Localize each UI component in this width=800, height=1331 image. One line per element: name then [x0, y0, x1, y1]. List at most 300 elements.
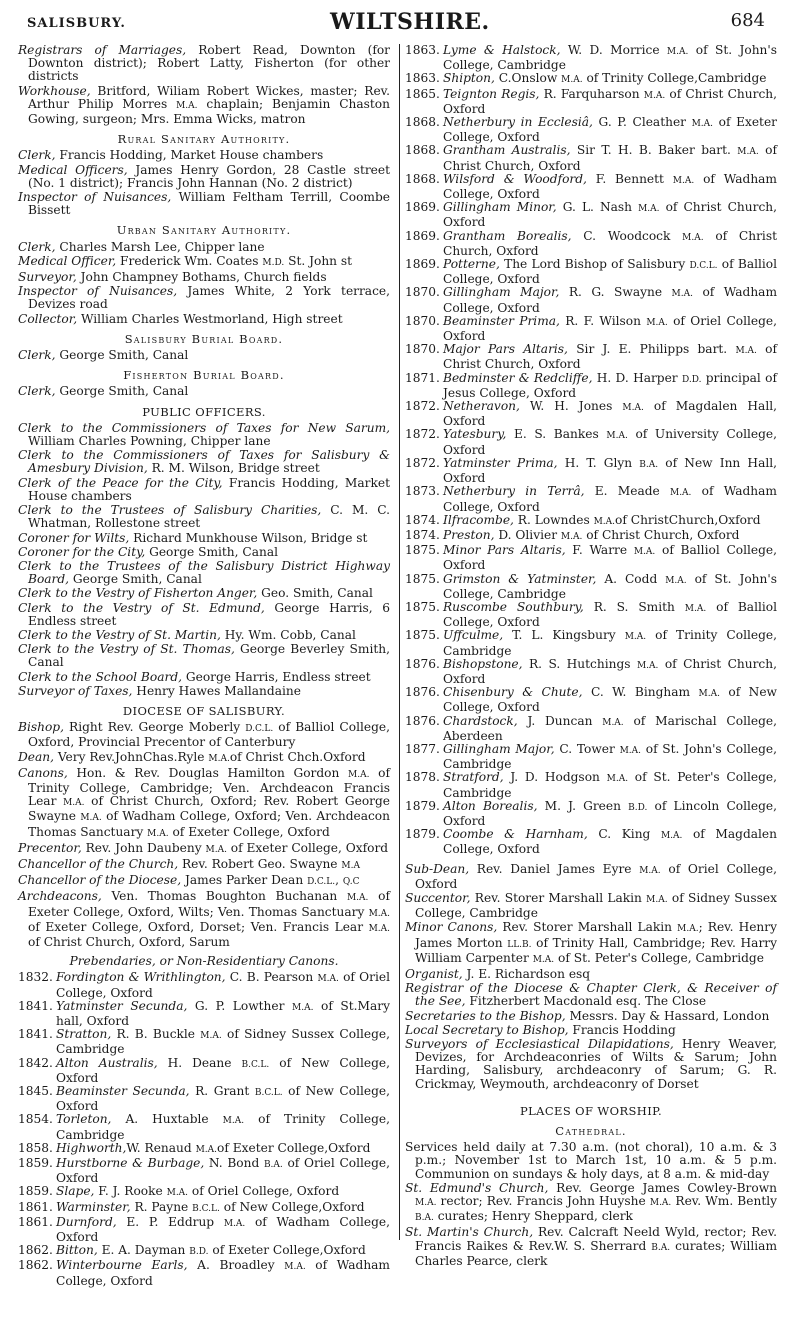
prebend-entry [405, 72, 777, 87]
directory-entry [18, 349, 390, 362]
entry-text: Rev. John Daubeny M.A. of Exeter College, Oxford [81, 840, 389, 855]
entry-text: Charles Marsh Lee, Chipper lane [55, 239, 265, 254]
prebend-year: 1832. [18, 970, 53, 985]
directory-entry [405, 1038, 777, 1091]
prebend-holder: F. Bennett M.A. of Wadham College, Oxford [443, 171, 777, 202]
prebend-year: 1878. [405, 770, 440, 785]
prebend-text [56, 971, 390, 999]
entry-text: Henry Weaver, Devizes, for Archdeaconries of Wilts & Sarum; John Harding, Salisbury, archdeaconry of Sarum; G. R. Crickmay, Weymouth, archdeaconry of Dorset [415, 1037, 777, 1091]
prebend-holder: R. S. Hutchings M.A. of Christ Church, Oxford [443, 656, 777, 686]
prebend-holder: C. W. Bingham M.A. of New College, Oxford [443, 685, 777, 715]
prebend-text [443, 601, 777, 629]
column-divider [399, 44, 400, 1240]
prebend-text [443, 573, 777, 601]
prebend-place: Alton Borealis, [443, 798, 538, 813]
running-head-county: WILTSHIRE. [330, 9, 490, 35]
prebend-holder: Sir T. H. B. Baker bart. M.A. of Christ Church, Oxford [443, 143, 777, 173]
prebend-holder: E. A. Dayman B.D. of Exeter College,Oxford [97, 1243, 366, 1258]
prebend-holder: J. D. Hodgson M.A. of St. Peter's College, Cambridge [443, 770, 777, 800]
prebend-entry [18, 1142, 390, 1157]
directory-entry [18, 587, 390, 600]
prebend-entry [18, 1216, 390, 1244]
prebend-text [443, 372, 777, 400]
directory-entry [18, 721, 390, 749]
prebend-place: Netherbury in Ecclesiâ, [443, 115, 593, 130]
entry-role: Surveyors of Ecclesiastical Dilapidations, [405, 1037, 674, 1052]
directory-entry [405, 968, 777, 981]
entry-role: Medical Officer, [18, 253, 117, 268]
entry-role: Dean, [18, 749, 54, 764]
prebend-holder: J. Duncan M.A. of Marischal College, Aberdeen [443, 713, 777, 743]
entry-text: George Smith, Canal [69, 572, 202, 587]
entry-text: George Smith, Canal [145, 544, 279, 559]
entry-text: Rev. Storer Marshall Lakin M.A. of Sidney Sussex College, Cambridge [415, 890, 778, 921]
entry-role: Clerk to the Vestry of Fisherton Anger, [18, 586, 258, 601]
prebend-year: 1879. [405, 827, 440, 842]
subheading-prebendaries: Prebendaries, or Non-Residentiary Canons. [69, 954, 339, 969]
directory-entry [405, 863, 777, 891]
prebend-text [443, 88, 777, 116]
prebend-place: Fordington & Writhlington, [56, 970, 226, 985]
prebend-entry [18, 1185, 390, 1200]
entry-text: James Henry Gordon, 28 Castle street (No. 1 district); Francis John Hannan (No. 2 district) [28, 162, 390, 190]
prebend-place: Stratford, [443, 770, 504, 785]
prebend-place: Hurstborne & Burbage, [56, 1156, 205, 1171]
entry-text: Very Rev.JohnChas.Ryle M.A.of Christ Chch.Oxford [53, 749, 366, 764]
prebend-year: 1874. [405, 512, 440, 527]
prebend-place: Chisenbury & Chute, [443, 685, 583, 700]
prebend-year: 1868. [405, 143, 440, 158]
prebend-entry [18, 1259, 390, 1287]
prebend-entry [18, 1057, 390, 1085]
prebend-text [443, 258, 777, 286]
entry-text: Geo. Smith, Canal [257, 586, 373, 601]
prebend-entry [405, 173, 777, 201]
entry-role: Bishop, [18, 720, 64, 735]
entry-text: James White, 2 York terrace, Devizes road [28, 284, 390, 312]
prebend-year: 1854. [18, 1112, 53, 1127]
prebend-year: 1870. [405, 285, 440, 300]
entry-text: Richard Munkhouse Wilson, Bridge st [129, 530, 368, 545]
prebend-place: Bishopstone, [443, 656, 523, 671]
prebend-place: Gillingham Major, [443, 285, 560, 300]
prebend-text [56, 1113, 390, 1141]
entry-role: Clerk, [18, 384, 56, 399]
prebend-holder: F. J. Rooke M.A. of Oriel College, Oxford [94, 1184, 340, 1199]
prebend-text [443, 72, 777, 87]
prebend-year: 1868. [405, 115, 440, 130]
prebend-place: Preston, [443, 527, 495, 542]
prebend-holder: H. T. Glyn B.A. of New Inn Hall, Oxford [443, 455, 778, 486]
prebend-entry [405, 573, 777, 601]
entry-role: Workhouse, [18, 83, 91, 98]
entry-role: Collector, [18, 311, 78, 326]
prebend-entry [405, 428, 777, 456]
prebend-place: Yatesbury, [443, 427, 507, 442]
directory-entry [18, 890, 390, 949]
prebend-holder: C. Tower M.A. of St. John's College, Cambridge [443, 741, 777, 772]
entry-text: George Harris, Endless street [182, 669, 371, 684]
prebend-place: Yatminster Secunda, [56, 998, 188, 1013]
entry-text: William Charles Powning, Chipper lane [28, 434, 271, 449]
prebend-place: Stratton, [56, 1027, 112, 1042]
prebend-year: 1861. [18, 1214, 53, 1229]
prebend-place: Minor Pars Altaris, [443, 543, 566, 558]
entry-text: Rev. Daniel James Eyre M.A. of Oriel College, Oxford [415, 861, 778, 891]
directory-entry [18, 241, 390, 254]
prebend-place: Netherbury in Terrâ, [443, 484, 585, 499]
prebend-place: Ilfracombe, [443, 512, 514, 527]
prebend-holder: M. J. Green B.D. of Lincoln College, Oxford [443, 798, 778, 828]
prebend-holder: H. Deane B.C.L. of New College, Oxford [56, 1055, 390, 1085]
prebend-place: Coombe & Harnham, [443, 827, 588, 842]
entry-role: Medical Officers, [18, 162, 128, 177]
prebend-entry [405, 88, 777, 116]
prebend-year: 1858. [18, 1140, 53, 1155]
prebend-holder: R. B. Buckle M.A. of Sidney Sussex College, Cambridge [56, 1027, 390, 1057]
prebend-entry [405, 230, 777, 258]
prebend-year: 1868. [405, 171, 440, 186]
entry-role: Canons, [18, 765, 68, 780]
prebend-holder: C. B. Pearson M.A. of Oriel College, Oxford [56, 970, 390, 1000]
entry-text: Frederick Wm. Coates M.D. St. John st [116, 253, 353, 268]
prebend-holder: C.Onslow M.A. of Trinity College,Cambridge [494, 71, 767, 86]
prebend-place: Grantham Australis, [443, 143, 571, 158]
section-heading-cathedral: Cathedral. [555, 1124, 627, 1139]
directory-entry [18, 44, 390, 84]
prebend-place: Beaminster Secunda, [56, 1084, 190, 1099]
entry-text: John Champney Bothams, Church fields [76, 270, 327, 285]
entry-role: Archdeacons, [18, 889, 102, 904]
prebend-text [443, 658, 777, 686]
prebend-year: 1859. [18, 1156, 53, 1171]
prebend-year: 1870. [405, 313, 440, 328]
prebend-text [443, 44, 777, 72]
prebend-year: 1870. [405, 342, 440, 357]
prebend-text [443, 116, 777, 144]
prebend-entry [18, 1201, 390, 1216]
prebend-year: 1876. [405, 713, 440, 728]
prebend-entry [405, 201, 777, 229]
prebend-holder: A. Broadley M.A. of Wadham College, Oxford [56, 1258, 390, 1288]
entry-text: Robert Read, Downton (for Downton district); Robert Latty, Fisherton (for other districts [28, 43, 391, 84]
prebend-text [443, 173, 777, 201]
prebend-year: 1872. [405, 427, 440, 442]
entry-text: Francis Hodding [568, 1022, 676, 1037]
prebend-text [443, 230, 777, 258]
prebend-place: Winterbourne Earls, [56, 1258, 188, 1273]
entry-role: Surveyor of Taxes, [18, 683, 133, 698]
entry-text: J. E. Richardson esq [462, 967, 591, 981]
prebend-place: Yatminster Prima, [443, 455, 558, 470]
prebend-entry [405, 514, 777, 529]
prebend-year: 1862. [18, 1258, 53, 1273]
entry-role: Chancellor of the Diocese, [18, 873, 182, 888]
prebend-holder: E. S. Bankes M.A. of University College, Oxford [443, 427, 777, 457]
prebend-entry [18, 971, 390, 999]
prebend-year: 1875. [405, 628, 440, 643]
prebend-place: Torleton, [56, 1112, 112, 1127]
prebend-holder: The Lord Bishop of Salisbury D.C.L. of Balliol College, Oxford [443, 257, 778, 287]
prebend-place: Major Pars Altaris, [443, 342, 568, 357]
prebend-text [443, 771, 777, 799]
prebend-holder: A. Huxtable M.A. of Trinity College, Cambridge [56, 1112, 390, 1142]
prebend-place: Slape, [56, 1184, 95, 1199]
directory-entry [18, 85, 390, 127]
prebend-entry [405, 544, 777, 572]
entry-role: Coroner for Wilts, [18, 530, 130, 545]
prebend-entry [405, 601, 777, 629]
entry-text: Ven. Thomas Boughton Buchanan M.A. of Exeter College, Oxford, Wilts; Ven. Thomas Sanctuary M.A. of Exeter College, Oxford, Dorset; Ven. Francis Lear M.A. of Christ Church, Oxford, Sarum [28, 889, 390, 949]
prebend-text [443, 428, 777, 456]
entry-role: Clerk to the Trustees of the Salisbury District Highway Board, [18, 558, 390, 587]
page-number: 684 [730, 10, 765, 31]
section-heading-burial: Salisbury Burial Board. [124, 331, 284, 346]
prebend-text [56, 1028, 390, 1056]
entry-role: Clerk to the Vestry of St. Thomas, [18, 642, 235, 657]
prebend-place: Grantham Borealis, [443, 228, 572, 243]
prebend-holder: W. D. Morrice M.A. of St. John's College, Cambridge [443, 43, 777, 73]
prebend-entry [405, 400, 777, 428]
prebend-text [443, 514, 777, 529]
prebend-place: Ruscombe Southbury, [443, 599, 584, 614]
section-heading-public-officers: PUBLIC OFFICERS. [142, 404, 266, 419]
prebend-entry [18, 1244, 390, 1259]
entry-role: Clerk, [18, 239, 56, 254]
right-column [405, 44, 777, 1269]
prebend-year: 1863. [405, 43, 440, 57]
entry-role: Local Secretary to Bishop, [405, 1022, 569, 1037]
directory-entry [18, 285, 390, 311]
prebend-holder: R. S. Smith M.A. of Balliol College, Oxford [443, 599, 778, 630]
prebend-text [443, 629, 777, 657]
entry-role: Registrar of the Diocese & Chapter Clerk, & Receiver of the See, [405, 981, 777, 1009]
prebend-holder: A. Codd M.A. of St. John's College, Cambridge [443, 571, 777, 601]
prebend-entry [405, 629, 777, 657]
directory-entry [18, 685, 390, 698]
entry-role: Clerk to the Commissioners of Taxes for New Sarum, [18, 420, 390, 435]
section-heading-urban: Urban Sanitary Authority. [116, 223, 292, 238]
entry-role: Chancellor of the Church, [18, 856, 179, 871]
prebend-place: Uffculme, [443, 628, 504, 643]
prebend-holder: G. P. Cleather M.A. of Exeter College, Oxford [443, 115, 777, 145]
prebend-entry [405, 800, 777, 828]
prebend-place: Grimston & Yatminster, [443, 571, 597, 586]
entry-role: Clerk to the School Board, [18, 669, 182, 684]
prebend-place: Wilsford & Woodford, [443, 171, 587, 186]
entry-role: Succentor, [405, 890, 471, 905]
entry-text: Hy. Wm. Cobb, Canal [220, 627, 356, 642]
directory-entry [18, 504, 390, 530]
prebend-entry [405, 485, 777, 513]
prebend-text [443, 457, 777, 485]
entry-text: C. M. C. Whatman, Rollestone street [28, 503, 390, 531]
directory-entry [18, 385, 390, 398]
prebend-year: 1875. [405, 571, 440, 586]
directory-entry [18, 422, 390, 448]
entry-role: Organist, [405, 967, 463, 981]
entry-text: George Smith, Canal [55, 348, 189, 363]
entry-role: Inspector of Nuisances, [18, 190, 172, 205]
prebend-entry [405, 144, 777, 172]
prebend-year: 1871. [405, 370, 440, 385]
prebend-entry [18, 1028, 390, 1056]
prebend-entry [405, 828, 777, 856]
entry-text: George Beverley Smith, Canal [28, 642, 390, 670]
prebend-year: 1872. [405, 399, 440, 414]
prebend-year: 1877. [405, 741, 440, 756]
entry-text: Henry Hawes Mallandaine [132, 683, 301, 698]
prebend-text [443, 201, 777, 229]
directory-entry [405, 1024, 777, 1037]
directory-entry [18, 560, 390, 586]
prebend-year: 1869. [405, 257, 440, 272]
entry-text: Britford, Wiliam Robert Wickes, master; Rev. Arthur Philip Morres M.A. chaplain; Benjamin Chaston Gowing, surgeon; Mrs. Emma Wicks, matron [28, 83, 390, 127]
directory-entry [18, 449, 390, 475]
entry-role: Precentor, [18, 840, 82, 855]
directory-entry [18, 874, 390, 889]
entry-role: Clerk to the Vestry of St. Martin, [18, 627, 221, 642]
prebend-text [443, 828, 777, 856]
directory-entry [405, 1141, 777, 1181]
entry-text: R. M. Wilson, Bridge street [147, 461, 320, 476]
prebend-year: 1859. [18, 1184, 53, 1199]
directory-entry [405, 982, 777, 1008]
prebend-year: 1861. [18, 1199, 53, 1214]
section-heading-rural: Rural Sanitary Authority. [117, 132, 291, 147]
prebend-year: 1879. [405, 798, 440, 813]
entry-text: Services held daily at 7.30 a.m. (not choral), 10 a.m. & 3 p.m.; November 1st to March 1st, 10 a.m. & 5 p.m. Communion on sundays & holy days, at 8 a.m. & mid-day [405, 1140, 777, 1181]
prebend-text [56, 1000, 390, 1028]
prebend-entry [405, 529, 777, 544]
prebend-holder: E. P. Eddrup M.A. of Wadham College, Oxford [56, 1214, 390, 1245]
entry-role: Minor Canons, [405, 920, 498, 935]
prebend-text [443, 343, 777, 371]
prebend-place: Teignton Regis, [443, 86, 540, 101]
prebend-holder: D. Olivier M.A. of Christ Church, Oxford [494, 527, 740, 542]
directory-entry [18, 313, 390, 326]
prebend-place: Potterne, [443, 257, 500, 272]
entry-role: Sub-Dean, [405, 861, 470, 876]
prebend-entry [18, 1085, 390, 1113]
prebend-entry [405, 44, 777, 72]
entry-text: Rev. George James Cowley-Brown M.A. rector; Rev. Francis John Huyshe M.A. Rev. Wm. Bently B.A. curates; Henry Sheppard, clerk [415, 1180, 778, 1224]
prebend-place: Beaminster Prima, [443, 313, 560, 328]
entry-role: Clerk to the Vestry of St. Edmund, [18, 600, 265, 615]
page-header [0, 8, 800, 38]
directory-entry [18, 164, 390, 190]
prebend-text [443, 544, 777, 572]
directory-entry [18, 477, 390, 503]
prebend-text [56, 1085, 390, 1113]
prebend-text [56, 1201, 390, 1216]
directory-entry [18, 532, 390, 545]
prebend-text [443, 144, 777, 172]
prebend-year: 1865. [405, 86, 440, 101]
prebend-place: Bedminster & Redcliffe, [443, 370, 593, 385]
prebend-year: 1876. [405, 685, 440, 700]
prebend-entry [405, 686, 777, 714]
prebend-place: Chardstock, [443, 713, 518, 728]
directory-entry [18, 842, 390, 857]
prebend-place: Durnford, [56, 1214, 117, 1229]
prebend-entry [18, 1113, 390, 1141]
entry-text: George Harris, 6 Endless street [28, 600, 390, 628]
prebend-year: 1869. [405, 228, 440, 243]
prebend-holder: C. King M.A. of Magdalen College, Oxford [443, 827, 777, 857]
directory-entry [405, 892, 777, 920]
prebend-text [443, 686, 777, 714]
entry-text: Rev. Robert Geo. Swayne M.A [178, 856, 360, 871]
prebend-holder: R. G. Swayne M.A. of Wadham College, Oxford [443, 285, 777, 315]
entry-text: Hon. & Rev. Douglas Hamilton Gordon M.A. of Trinity College, Cambridge; Ven. Archdeacon Francis Lear M.A. of Christ Church, Oxford; Rev. Robert George Swayne M.A. of Wadham College, Oxford; Ven. Archdeacon Thomas Sanctuary M.A. of Exeter College, Oxford [28, 765, 390, 839]
prebend-year: 1869. [405, 200, 440, 215]
prebend-year: 1874. [405, 527, 440, 542]
prebend-text [443, 743, 777, 771]
directory-entry [18, 767, 390, 841]
prebend-text [56, 1259, 390, 1287]
directory-entry [18, 751, 390, 766]
entry-role: Inspector of Nuisances, [18, 284, 178, 299]
entry-role: Surveyor, [18, 270, 77, 285]
entry-text: George Smith, Canal [55, 384, 189, 399]
prebend-year: 1841. [18, 1027, 53, 1042]
entry-role: Coroner for the City, [18, 544, 146, 559]
directory-entry [18, 191, 390, 217]
prebend-entry [405, 771, 777, 799]
prebend-text [56, 1057, 390, 1085]
directory-entry [18, 858, 390, 873]
entry-role: Clerk of the Peace for the City, [18, 475, 223, 490]
prebend-text [443, 315, 777, 343]
prebend-year: 1872. [405, 455, 440, 470]
prebend-text [443, 485, 777, 513]
prebend-holder: F. Warre M.A. of Balliol College, Oxford [443, 543, 778, 573]
prebend-place: Highworth, [56, 1140, 127, 1155]
prebend-holder: R. Farquharson M.A. of Christ Church, Oxford [443, 86, 777, 116]
prebend-holder: T. L. Kingsbury M.A. of Trinity College, Cambridge [443, 628, 777, 658]
prebend-place: Netheravon, [443, 399, 520, 414]
prebend-holder: R. Lowndes M.A.of ChristChurch,Oxford [513, 512, 761, 527]
prebend-entry [405, 743, 777, 771]
directory-entry [18, 602, 390, 628]
prebend-entry [18, 1000, 390, 1028]
entry-text: Francis Hodding, Market House chambers [55, 148, 324, 163]
directory-entry [18, 255, 390, 270]
entry-text: William Charles Westmorland, High street [77, 311, 343, 326]
prebend-holder: N. Bond B.A. of Oriel College, Oxford [56, 1156, 390, 1186]
prebend-entry [405, 457, 777, 485]
prebend-year: 1863. [405, 71, 440, 86]
prebend-text [56, 1185, 390, 1200]
entry-text: William Feltham Terrill, Coombe Bissett [28, 190, 390, 218]
section-heading-diocese: DIOCESE OF SALISBURY. [122, 703, 286, 718]
entry-role: St. Edmund's Church, [405, 1180, 549, 1195]
section-heading-worship: PLACES OF WORSHIP. [519, 1103, 663, 1118]
directory-entry [405, 1226, 777, 1268]
entry-role: Clerk to the Trustees of Salisbury Charities, [18, 503, 322, 518]
prebend-entry [18, 1157, 390, 1185]
prebend-text [443, 400, 777, 428]
entry-text: Fitzherbert Macdonald esq. The Close [465, 994, 707, 1009]
prebend-text [56, 1216, 390, 1244]
directory-entry [405, 921, 777, 967]
prebend-entry [405, 372, 777, 400]
prebend-holder: W. H. Jones M.A. of Magdalen Hall, Oxford [443, 399, 777, 429]
entry-role: Clerk, [18, 348, 56, 363]
prebend-holder: R. Payne B.C.L. of New College,Oxford [130, 1199, 365, 1214]
prebend-entry [405, 658, 777, 686]
